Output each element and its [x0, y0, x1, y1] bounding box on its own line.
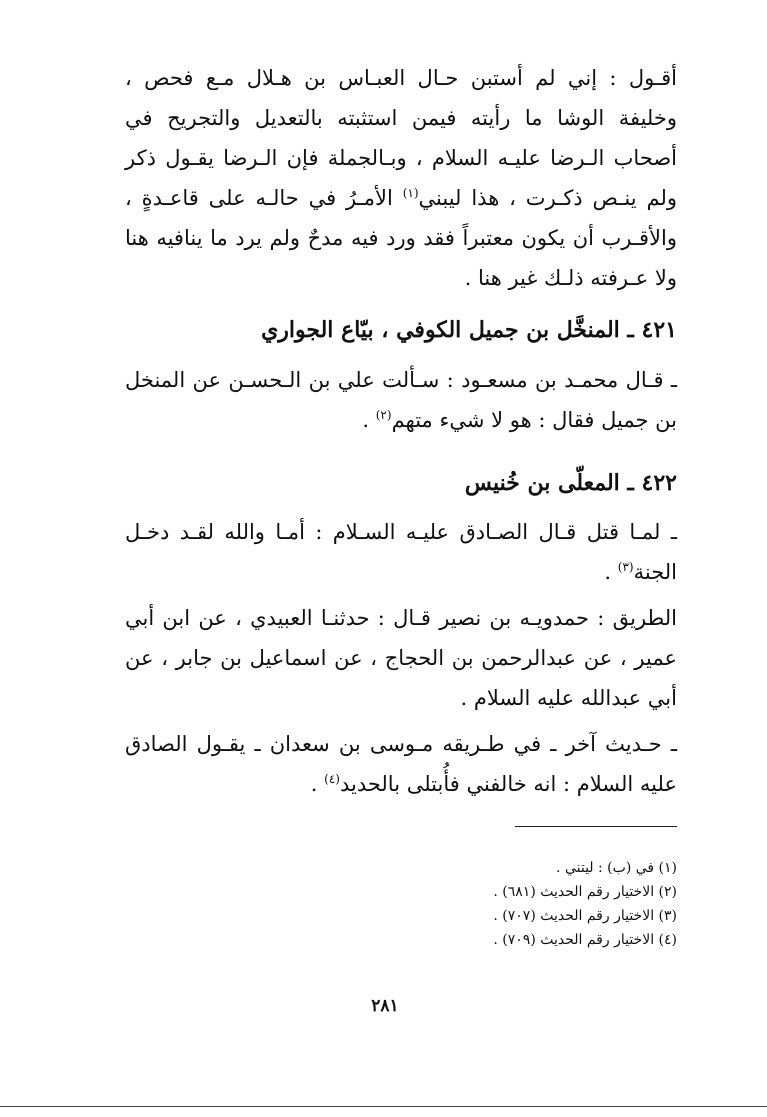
- footnote-item: (٢) الاختيار رقم الحديث (٦٨١) .: [493, 884, 677, 900]
- paragraph-text: .: [604, 560, 618, 584]
- paragraph-narration: [125, 360, 677, 440]
- paragraph-chain: الطريق : حمدويـه بن نصير قـال : حدثنـا العبيدي ، عن ابن أبي عمير ، عن عبدالرحمن بن الحجاج ، عن اسماعيل بن جابر ، عن أبي عبدالله عليه السلام .: [125, 606, 677, 710]
- paragraph-text: ـ حـديث آخر ـ في طـريقه مـوسى بن سعدان ـ يقـول الصادق عليه السلام : انه خالفني فأُبتلى بالحديد: [125, 732, 677, 796]
- footnotes: [300, 856, 677, 952]
- footnote-item: (٣) الاختيار رقم الحديث (٧٠٧) .: [493, 908, 677, 924]
- footnote-ref: (٢): [375, 408, 392, 422]
- page-number: ٢٨١: [371, 996, 399, 1016]
- entry-heading-421: ٤٢١ ـ المنخَّل بن جميل الكوفي ، بيّاع الجواري: [261, 317, 677, 343]
- paragraph-text: .: [362, 408, 376, 432]
- paragraph-text: ـ لمـا قتل قـال الصـادق عليـه السـلام : أمـا والله لقـد دخـل الجنة: [125, 520, 677, 584]
- footnote-item: (٤) الاختيار رقم الحديث (٧٠٩) .: [493, 932, 677, 948]
- paragraph-commentary: [125, 58, 677, 298]
- paragraph-text: أقـول : إني لم أستبن حـال العبـاس بن هـلال مـع فحص ، وخليفة الوشا ما رأيته فيمن استثبته بالتعديل والتجريح في أصحاب الـرضا عليـه السلام ، وبـالجملة فإن الـرضا يقـول ذكر ولم ينـص ذكـرت ، هذا ليبني: [125, 66, 677, 210]
- paragraph-text: .: [310, 772, 325, 796]
- paragraph-text: ـ قـال محمـد بن مسعـود : سـألت علي بن الـحسـن عن المنخل بن جميل فقال : هو لا شيء متهم: [125, 368, 677, 432]
- footnote-item: (١) في (ب) : ليتني .: [556, 860, 677, 876]
- paragraph-narration: [125, 724, 677, 804]
- footnote-ref: (٣): [617, 560, 634, 574]
- paragraph-narration: [125, 512, 677, 592]
- scan-edge-line: [0, 1106, 767, 1107]
- footnote-ref: (٤): [324, 772, 340, 786]
- footnote-separator: [515, 826, 677, 827]
- footnote-ref: (١): [402, 186, 419, 200]
- paragraph-text: الأمـرُ في حالـه على قاعـدةٍ ، والأقـرب أن يكون معتبراً فقد ورد فيه مدحٌ ولم يرد ما ينافيه هنا ولا عـرفته ذلـك غير هنا .: [125, 186, 677, 290]
- entry-heading-422: ٤٢٢ ـ المعلّى بن خُنيس: [464, 470, 677, 496]
